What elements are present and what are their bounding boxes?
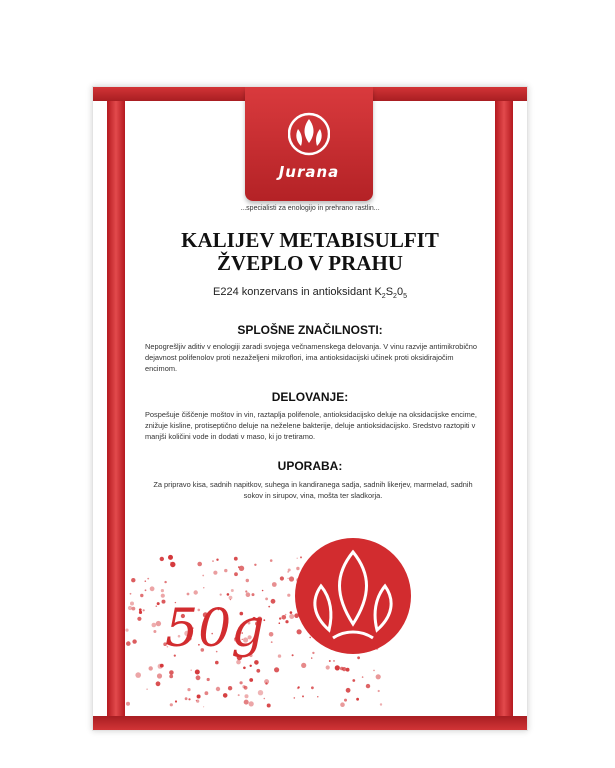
brand-name: Jurana [278,163,340,181]
action-text: Pospešuje čiščenje moštov in vin, raztaplja polifenole, antioksidacijsko deluje na oksidacijske encime, znižuje kisline, protiseptično deluje na neželene bakterije, deluje antioksidacijsko. Sredstvo raztopiti v manjši količini vode in dodati v maso, ki jo tretiramo. [145,410,477,441]
title-line-2: ŽVEPLO V PRAHU [217,251,403,275]
net-weight: 50g [165,599,265,659]
action-heading: DELOVANJE: [271,390,349,404]
formula-k-sub: 2 [381,293,386,301]
usage-heading: UPORABA: [277,459,343,473]
title-line-1: KALIJEV METABISULFIT [181,228,439,252]
general-text: Nepogrešljiv aditiv v enologiji zaradi svojega večnamenskega delovanja. V vinu razvije antimikrobično dejavnost polifenolov proti nezaželjeni mikroflori, ima antioksidacijski učinek proti oksidirajočim encimom. [145,342,477,373]
brand-tagline: ...specialisti za enologijo in prehrano rastlin... [240,205,380,212]
formula-s: S [385,286,394,298]
subtitle-text: E224 konzervans in antioksidant K [213,286,382,298]
large-flame-circle-icon [293,534,413,664]
formula-s-sub: 2 [393,293,397,301]
formula-o-sub: 5 [403,293,407,301]
product-label [92,86,528,731]
usage-text: Za pripravo kisa, sadnih napitkov, suhega in kandiranega sadja, sadnih likerjev, marmelad, sadnih sokov in sirupov, vina, mošta ter sladkorja. [153,480,473,500]
general-heading: SPLOŠNE ZNAČILNOSTI: [237,323,383,337]
formula-o: 0 [396,286,404,298]
